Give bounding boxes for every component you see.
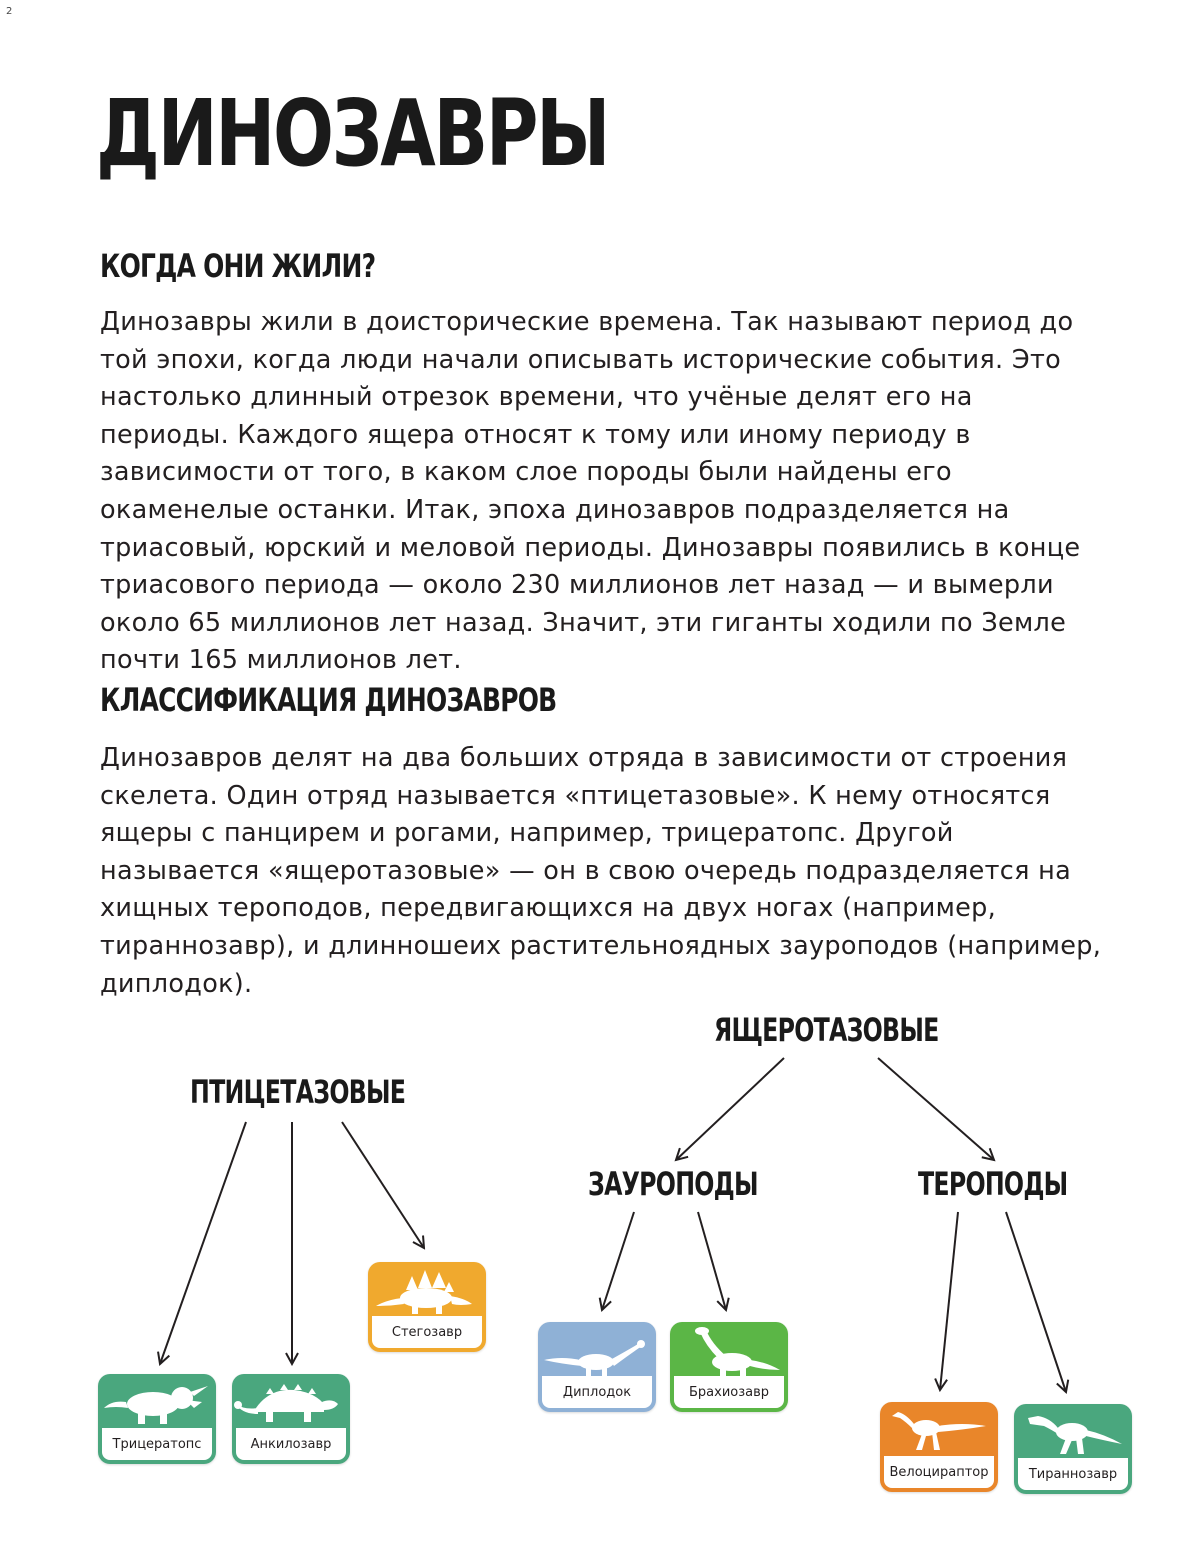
card-stegosaurus [368, 1262, 486, 1352]
node-saurischia: ЯЩЕРОТАЗОВЫЕ [714, 1011, 939, 1049]
arrow-to-brachiosaurus [698, 1212, 726, 1310]
node-theropods: ТЕРОПОДЫ [918, 1165, 1068, 1203]
arrow-to-stegosaurus [342, 1122, 424, 1248]
card-ankylosaurus [232, 1374, 350, 1464]
arrow-to-velociraptor [940, 1212, 958, 1390]
section-text-when: Динозавры жили в доисторические времена. Так называют период до той эпохи, когда люди начали описывать исторические события. Это настолько длинный отрезок времени, что учёные делят его на периоды. Каждого ящера относят к тому или иному периоду в зависимости от того, в каком слое породы были найдены его окаменелые останки. Итак, эпоха динозавров подразделяется на триасовый, юрский и меловой периоды. Динозавры появились в конце триасового периода — около 230 миллионов лет назад — и вымерли около 65 миллионов лет назад. Значит, эти гиганты ходили по Земле почти 165 миллионов лет. [100, 307, 1081, 676]
tyrannosaurus-icon [1014, 1404, 1132, 1458]
card-label: Тираннозавр [1018, 1458, 1128, 1490]
page-title: ДИНОЗАВРЫ [96, 80, 609, 187]
arrow-to-theropods [878, 1058, 994, 1160]
card-brachiosaurus [670, 1322, 788, 1412]
card-label: Велоцираптор [884, 1456, 994, 1488]
card-label: Брахиозавр [674, 1376, 784, 1408]
card-label: Стегозавр [372, 1316, 482, 1348]
card-triceratops [98, 1374, 216, 1464]
section-heading-classification: КЛАССИФИКАЦИЯ ДИНОЗАВРОВ [100, 681, 557, 719]
node-ornithischia: ПТИЦЕТАЗОВЫЕ [190, 1073, 406, 1111]
card-tyrannosaurus [1014, 1404, 1132, 1494]
arrow-to-triceratops [160, 1122, 246, 1364]
diplodocus-icon [538, 1322, 656, 1376]
node-sauropods: ЗАУРОПОДЫ [588, 1165, 758, 1203]
card-label: Анкилозавр [236, 1428, 346, 1460]
velociraptor-icon [880, 1402, 998, 1456]
card-label: Диплодок [542, 1376, 652, 1408]
card-velociraptor [880, 1402, 998, 1492]
section-text-classification: Динозавров делят на два больших отряда в зависимости от строения скелета. Один отряд называется «птицетазовые». К нему относятся ящеры с панцирем и рогами, например, трицератопс. Другой называется «ящеротазовые» — он в свою очередь подразделяется на хищных тероподов, передвигающихся на двух ногах (например, тираннозавр), и длинношеих растительноядных зауроподов (например, диплодок). [100, 743, 1102, 999]
arrow-to-sauropods [676, 1058, 784, 1160]
arrow-to-diplodocus [602, 1212, 634, 1310]
card-diplodocus [538, 1322, 656, 1412]
section-heading-when: КОГДА ОНИ ЖИЛИ? [100, 247, 376, 285]
ankylosaurus-icon [232, 1374, 350, 1428]
arrow-to-tyrannosaurus [1006, 1212, 1066, 1392]
brachiosaurus-icon [670, 1322, 788, 1376]
triceratops-icon [98, 1374, 216, 1428]
stegosaurus-icon [368, 1262, 486, 1316]
card-label: Трицератопс [102, 1428, 212, 1460]
page-number: 2 [6, 6, 13, 17]
